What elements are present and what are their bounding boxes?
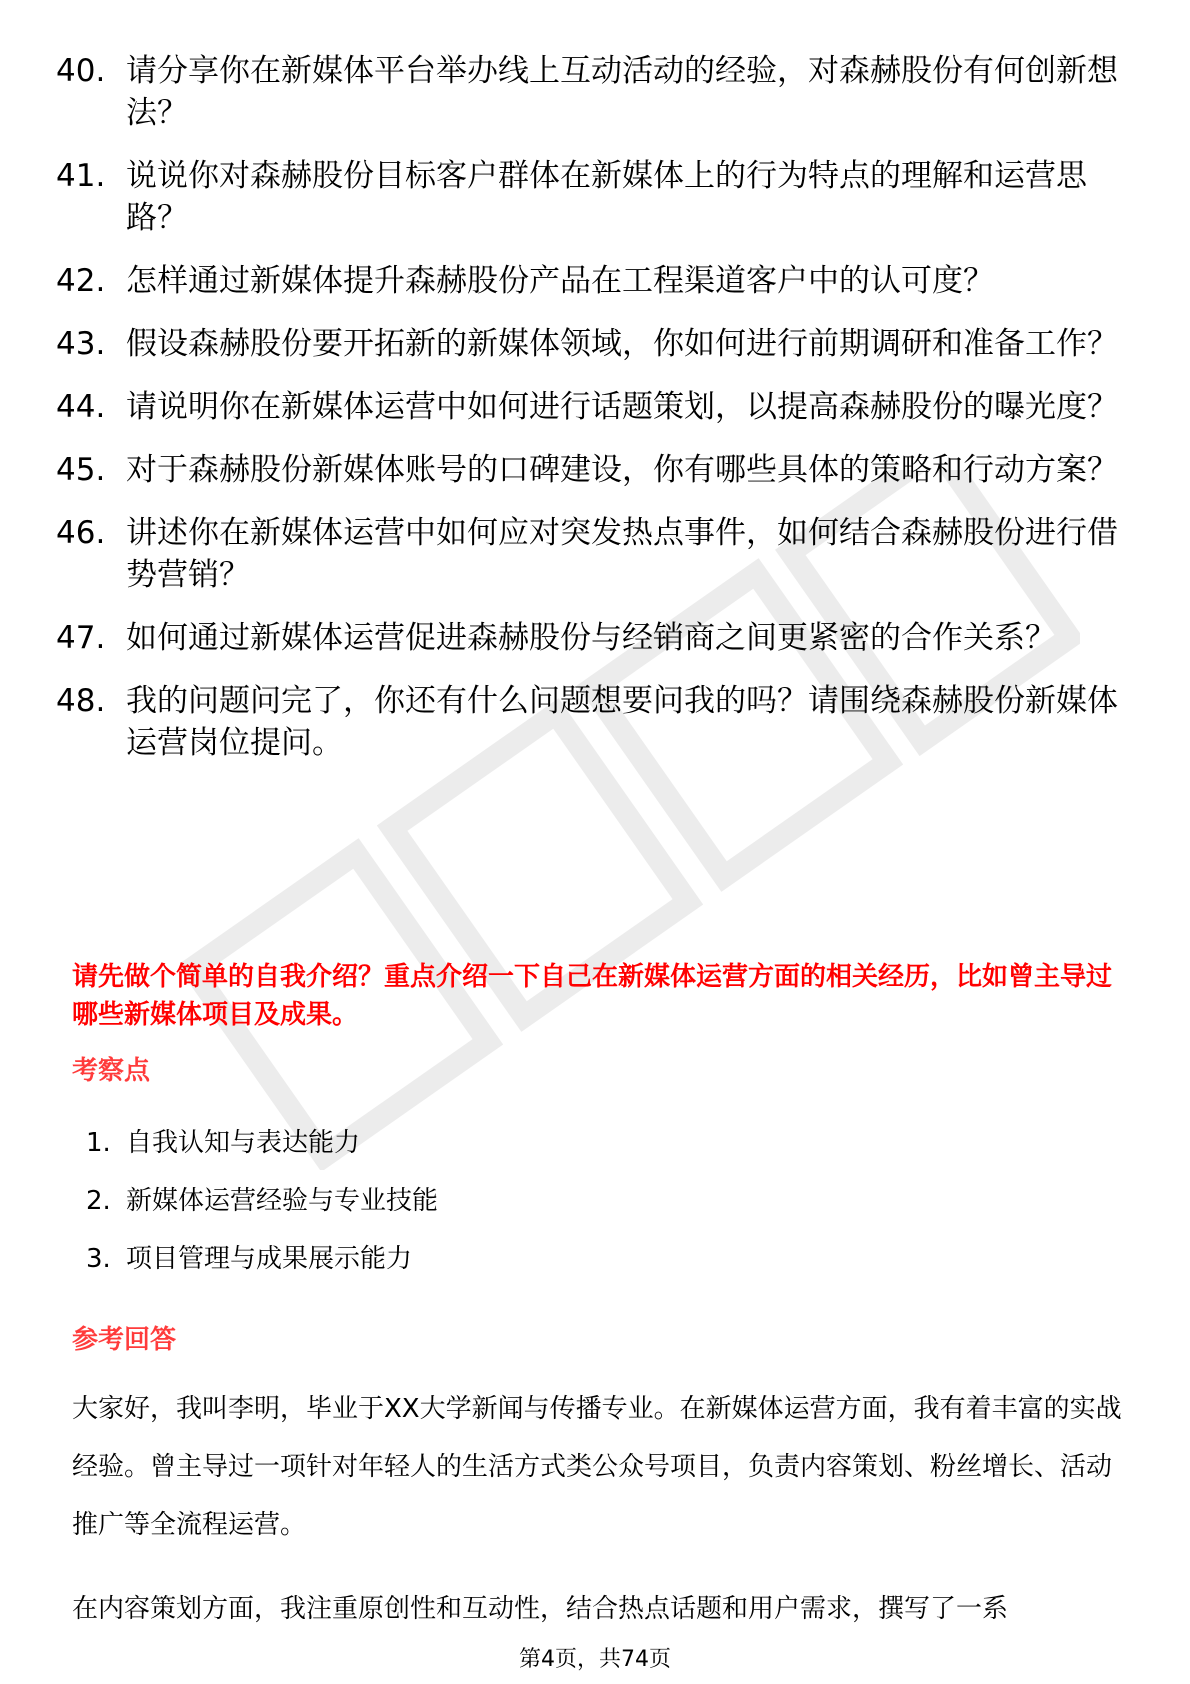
question-number: 46. <box>56 515 106 551</box>
question-item <box>56 323 1126 365</box>
question-text: 如何通过新媒体运营促进森赫股份与经销商之间更紧密的合作关系？ <box>126 620 1056 656</box>
question-number: 48. <box>56 683 106 719</box>
answer-paragraph: 在内容策划方面，我注重原创性和互动性，结合热点话题和用户需求，撰写了一系 <box>72 1594 1009 1624</box>
question-number: 47. <box>56 620 106 656</box>
question-text: 怎样通过新媒体提升森赫股份产品在工程渠道客户中的认可度？ <box>126 263 994 299</box>
check-point-number: 2. <box>86 1186 111 1216</box>
question-item <box>56 155 1126 239</box>
question-item <box>56 680 1126 764</box>
question-item <box>56 260 1126 302</box>
question-item <box>56 50 1126 134</box>
question-number: 42. <box>56 263 106 299</box>
question-number: 45. <box>56 452 106 488</box>
question-text: 假设森赫股份要开拓新的新媒体领域，你如何进行前期调研和准备工作？ <box>126 326 1118 362</box>
question-text: 说说你对森赫股份目标客户群体在新媒体上的行为特点的理解和运营思路？ <box>126 158 1087 236</box>
question-text: 请说明你在新媒体运营中如何进行话题策划，以提高森赫股份的曝光度？ <box>126 389 1118 425</box>
question-text: 讲述你在新媒体运营中如何应对突发热点事件，如何结合森赫股份进行借势营销？ <box>126 515 1118 593</box>
question-list <box>56 50 1126 785</box>
reference-answer-heading: 参考回答 <box>72 1325 177 1355</box>
question-item <box>56 386 1126 428</box>
question-item <box>56 449 1126 491</box>
question-number: 44. <box>56 389 106 425</box>
check-point-item <box>86 1241 986 1277</box>
page-number-footer: 第4页，共74页 <box>519 1647 671 1672</box>
answer-paragraph: 大家好，我叫李明，毕业于XX大学新闻与传播专业。在新媒体运营方面，我有着丰富的实战经验。曾主导过一项针对年轻人的生活方式类公众号项目，负责内容策划、粉丝增长、活动推广等全流程运营。 <box>72 1394 1122 1540</box>
question-number: 41. <box>56 158 106 194</box>
check-point-item <box>86 1183 986 1219</box>
question-number: 43. <box>56 326 106 362</box>
check-point-number: 3. <box>86 1244 111 1274</box>
question-text: 对于森赫股份新媒体账号的口碑建设，你有哪些具体的策略和行动方案？ <box>126 452 1118 488</box>
check-points-list <box>86 1125 986 1299</box>
question-number: 40. <box>56 53 106 89</box>
check-point-item <box>86 1125 986 1161</box>
check-point-number: 1. <box>86 1128 111 1158</box>
check-point-text: 新媒体运营经验与专业技能 <box>126 1186 439 1216</box>
question-text: 请分享你在新媒体平台举办线上互动活动的经验，对森赫股份有何创新想法？ <box>126 53 1118 131</box>
check-point-text: 项目管理与成果展示能力 <box>126 1244 413 1274</box>
featured-question: 请先做个简单的自我介绍？重点介绍一下自己在新媒体运营方面的相关经历，比如曾主导过哪些新媒体项目及成果。 <box>72 962 1113 1030</box>
question-text: 我的问题问完了，你还有什么问题想要问我的吗？请围绕森赫股份新媒体运营岗位提问。 <box>126 683 1118 761</box>
check-points-heading: 考察点 <box>72 1056 151 1086</box>
question-item <box>56 512 1126 596</box>
check-point-text: 自我认知与表达能力 <box>126 1128 361 1158</box>
question-item <box>56 617 1126 659</box>
